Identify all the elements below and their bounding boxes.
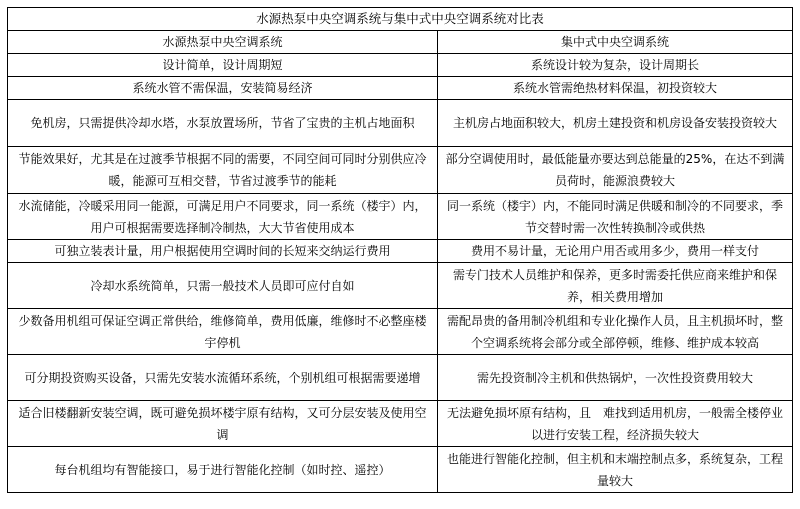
row-right-cell: 系统设计较为复杂，设计周期长 [438, 54, 793, 77]
row-left-cell: 设计简单，设计周期短 [8, 54, 438, 77]
table-row [8, 54, 793, 77]
row-left-cell: 系统水管不需保温，安装简易经济 [8, 77, 438, 100]
table-row [8, 100, 793, 147]
header-central-air-conditioning: 集中式中央空调系统 [438, 31, 793, 54]
table-row [8, 194, 793, 240]
row-left-cell: 可分期投资购买设备，只需先安装水流循环系统，个别机组可根据需要递增 [8, 355, 438, 401]
table-header-row [8, 31, 793, 54]
row-right-cell: 无法避免损坏原有结构，且 难找到适用机房，一般需全楼停业以进行安装工程，经济损失较大 [438, 401, 793, 447]
row-right-cell: 需先投资制冷主机和供热锅炉，一次性投资费用较大 [438, 355, 793, 401]
row-left-cell: 可独立装表计量，用户根据使用空调时间的长短来交纳运行费用 [8, 240, 438, 263]
row-left-cell: 节能效果好，尤其是在过渡季节根据不同的需要，不同空间可同时分别供应冷暖，能源可互相交替，节省过渡季节的能耗 [8, 147, 438, 194]
table-row [8, 401, 793, 447]
comparison-table [7, 7, 793, 493]
row-right-cell: 同一系统（楼宇）内，不能同时满足供暖和制冷的不同要求，季节交替时需一次性转换制冷或供热 [438, 194, 793, 240]
header-water-source-heat-pump: 水源热泵中央空调系统 [8, 31, 438, 54]
row-left-cell: 适合旧楼翻新安装空调，既可避免损坏楼宇原有结构，又可分层安装及使用空调 [8, 401, 438, 447]
table-row [8, 240, 793, 263]
row-left-cell: 免机房，只需提供冷却水塔，水泵放置场所，节省了宝贵的主机占地面积 [8, 100, 438, 147]
row-right-cell: 系统水管需绝热材料保温，初投资较大 [438, 77, 793, 100]
row-right-cell: 也能进行智能化控制，但主机和末端控制点多，系统复杂，工程量较大 [438, 447, 793, 493]
table-row [8, 447, 793, 493]
table-title-row [8, 8, 793, 31]
table-row [8, 355, 793, 401]
table-row [8, 147, 793, 194]
row-left-cell: 冷却水系统简单，只需一般技术人员即可应付自如 [8, 263, 438, 309]
table-title: 水源热泵中央空调系统与集中式中央空调系统对比表 [8, 8, 793, 31]
row-right-cell: 主机房占地面积较大，机房土建投资和机房设备安装投资较大 [438, 100, 793, 147]
row-left-cell: 每台机组均有智能接口，易于进行智能化控制（如时控、遥控） [8, 447, 438, 493]
table-row [8, 263, 793, 309]
table-row [8, 77, 793, 100]
row-right-cell: 部分空调使用时，最低能量亦要达到总能量的25%，在达不到满员荷时，能源浪费较大 [438, 147, 793, 194]
row-right-cell: 费用不易计量，无论用户用否或用多少，费用一样支付 [438, 240, 793, 263]
row-left-cell: 水流储能，冷暖采用同一能源，可满足用户不同要求，同一系统（楼宇）内，用户可根据需要选择制冷制热，大大节省使用成本 [8, 194, 438, 240]
row-right-cell: 需专门技术人员维护和保养，更多时需委托供应商来维护和保养，相关费用增加 [438, 263, 793, 309]
table-row [8, 309, 793, 355]
row-right-cell: 需配昂贵的备用制冷机组和专业化操作人员，且主机损坏时，整个空调系统将会部分或全部停顿，维修、维护成本较高 [438, 309, 793, 355]
row-left-cell: 少数备用机组可保证空调正常供给，维修简单，费用低廉，维修时不必整座楼宇停机 [8, 309, 438, 355]
comparison-table-body [8, 8, 793, 493]
